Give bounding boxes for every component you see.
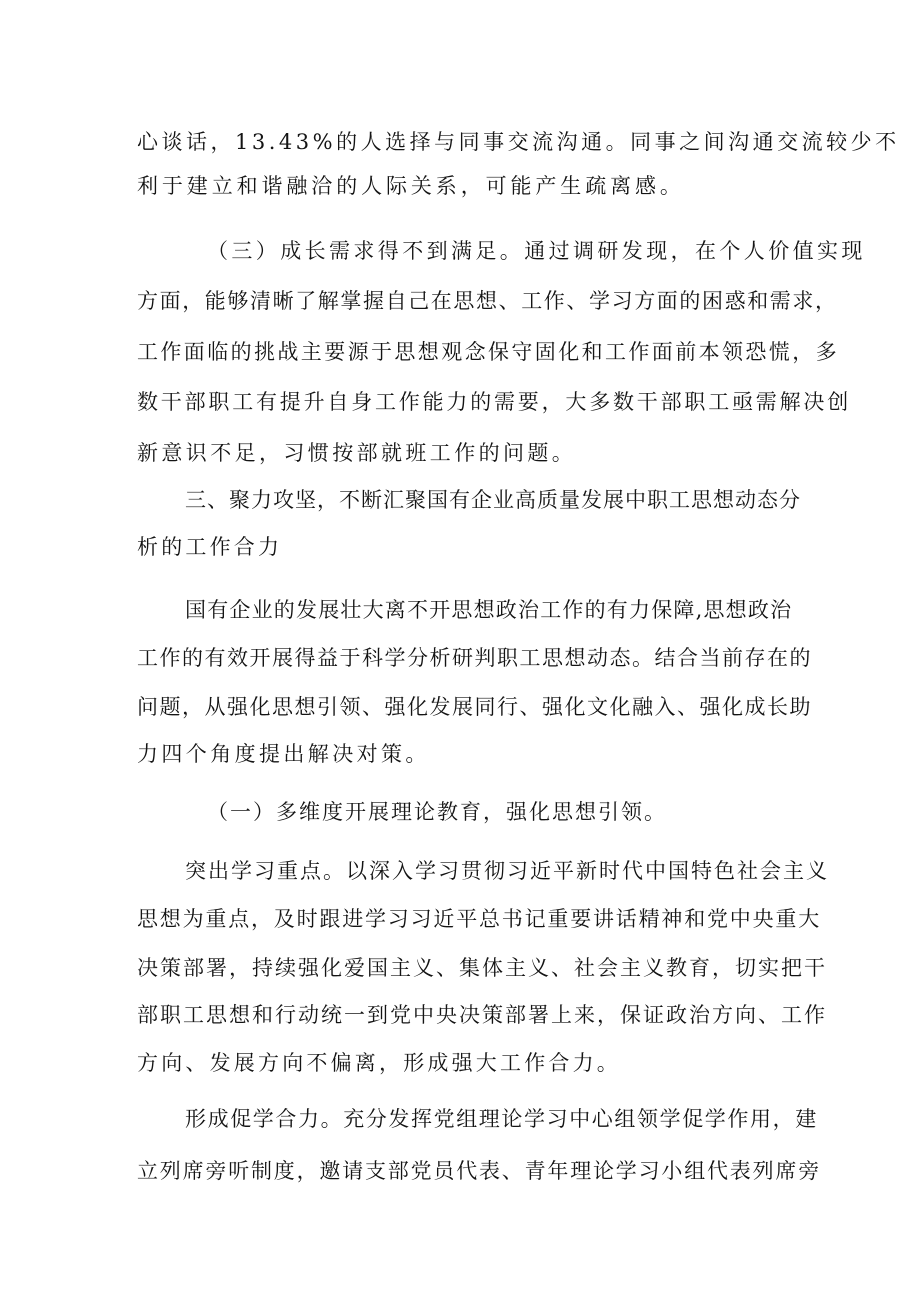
text-line: 立列席旁听制度，邀请支部党员代表、青年理论学习小组代表列席旁: [137, 1159, 821, 1183]
text-line: 新意识不足，习惯按部就班工作的问题。: [137, 441, 577, 465]
text-line: 工作面临的挑战主要源于思想观念保守固化和工作面前本领恐慌，多: [137, 340, 839, 364]
text-line: 工作的有效开展得益于科学分析研判职工思想动态。结合当前存在的: [137, 646, 812, 670]
text-line: 思想为重点，及时跟进学习习近平总书记重要讲话精神和党中央重大: [137, 907, 821, 931]
text-line: 突出学习重点。以深入学习贯彻习近平新时代中国特色社会主义: [185, 859, 829, 883]
text-line: 形成促学合力。充分发挥党组理论学习中心组领学促学作用，建: [185, 1107, 818, 1131]
text-line: 心谈话，13.43%的人选择与同事交流沟通。同事之间沟通交流较少不: [137, 130, 900, 154]
text-line: 部职工思想和行动统一到党中央决策部署上来，保证政治方向、工作: [137, 1003, 827, 1027]
text-line: 问题，从强化思想引领、强化发展同行、强化文化融入、强化成长助: [137, 695, 812, 719]
text-line: 国有企业的发展壮大离不开思想政治工作的有力保障,思想政治: [185, 598, 793, 622]
chapter-heading-cont: 析的工作合力: [137, 535, 283, 559]
text-line: 力四个角度提出解决对策。: [137, 742, 430, 766]
text-line: 决策部署，持续强化爱国主义、集体主义、社会主义教育，切实把干: [137, 956, 827, 980]
chapter-heading: 三、聚力攻坚，不断汇聚国有企业高质量发展中职工思想动态分: [185, 488, 801, 512]
text-line: 利于建立和谐融洽的人际关系，可能产生疏离感。: [137, 174, 685, 198]
text-line: 方面，能够清晰了解掌握自己在思想、工作、学习方面的困惑和需求，: [137, 289, 838, 313]
text-line: 数干部职工有提升自身工作能力的需要，大多数干部职工亟需解决创: [137, 390, 851, 414]
section-heading-growth: （三）成长需求得不到满足。通过调研发现，在个人价值实现: [207, 239, 866, 263]
section-heading-theory: （一）多维度开展理论教育，强化思想引领。: [207, 800, 667, 824]
text-line: 方向、发展方向不偏离，形成强大工作合力。: [137, 1051, 621, 1075]
